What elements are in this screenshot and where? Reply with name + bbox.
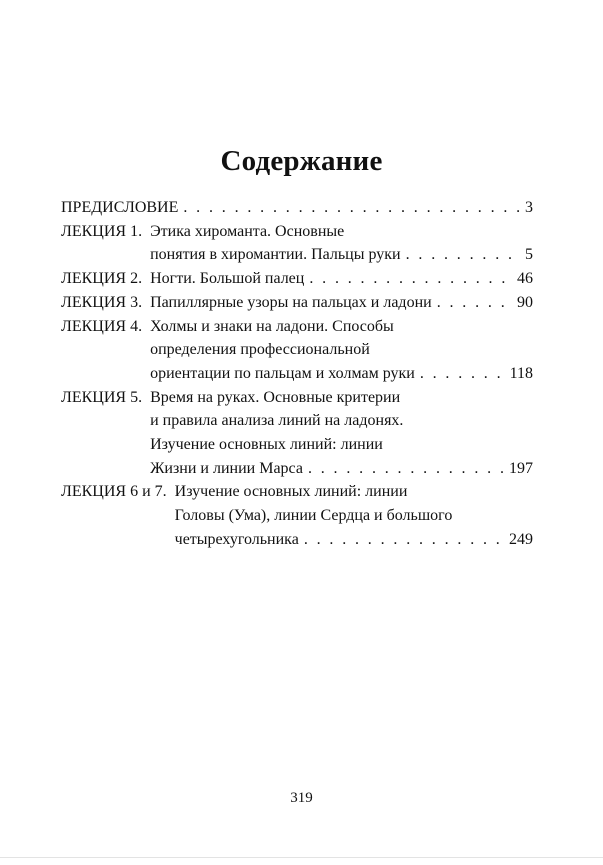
- toc-entry-title-line: ориентации по пальцам и холмам руки: [150, 364, 415, 382]
- toc-entry-title-line: и правила анализа линий на ладонях.: [150, 412, 404, 430]
- toc-page-number: 5: [525, 246, 533, 264]
- dot-leader: [304, 528, 505, 552]
- toc-entry-title-line: Папиллярные узоры на пальцах и ладони: [150, 293, 432, 311]
- toc-page-number: 249: [509, 530, 533, 548]
- toc-entry-label: ЛЕКЦИЯ 6 и 7.: [61, 483, 167, 501]
- toc-page-number: 46: [517, 270, 533, 288]
- toc-entry-lecture-2: [61, 267, 533, 291]
- toc-entry-title: ПРЕДИСЛОВИЕ: [61, 199, 179, 216]
- toc-entry-title-line: определения профессиональной: [150, 341, 370, 359]
- toc-entry-label: ЛЕКЦИЯ 3.: [61, 293, 143, 311]
- toc-page-number: 3: [525, 199, 533, 216]
- toc-entry-lecture-3: [61, 291, 533, 315]
- toc-entry-title-line: Этика хироманта. Основные: [150, 222, 345, 240]
- toc-entry-label: ЛЕКЦИЯ 2.: [61, 270, 143, 288]
- toc-entry-label: ЛЕКЦИЯ 5.: [61, 388, 143, 406]
- toc-entry-title-line: Ногти. Большой палец: [150, 270, 305, 288]
- page-number: 319: [290, 790, 313, 806]
- dot-leader: [308, 457, 505, 481]
- toc-entry-lecture-5: [61, 386, 533, 481]
- toc-entry-title-line: Холмы и знаки на ладони. Способы: [150, 317, 394, 335]
- dot-leader: [309, 267, 513, 291]
- page-title: Содержание: [220, 145, 383, 177]
- toc-entry-label: ЛЕКЦИЯ 4.: [61, 317, 143, 335]
- toc-entry-lecture-6-7: [61, 480, 533, 551]
- toc-entry-title-line: Изучение основных линий: линии: [150, 436, 383, 454]
- toc-entry-title-line: Головы (Ума), линии Сердца и большого: [174, 507, 453, 525]
- toc-entry-title-line: Жизни и линии Марса: [150, 459, 303, 477]
- dot-leader: [420, 362, 506, 386]
- toc-entry-lecture-1: [61, 220, 533, 267]
- table-of-contents: [61, 196, 533, 552]
- toc-entry-lecture-4: [61, 315, 533, 386]
- page-bottom-edge: [0, 857, 603, 858]
- toc-entry-preface: [61, 196, 533, 220]
- dot-leader: [437, 291, 513, 315]
- toc-entry-title-line: понятия в хиромантии. Пальцы руки: [150, 246, 401, 264]
- toc-page-number: 118: [509, 364, 533, 382]
- toc-entry-title-line: Изучение основных линий: линии: [174, 483, 408, 501]
- toc-page-number: 197: [509, 459, 533, 477]
- toc-page-number: 90: [517, 293, 533, 311]
- dot-leader: [183, 196, 521, 220]
- toc-entry-title-line: четырехугольника: [174, 530, 299, 548]
- toc-entry-title-line: Время на руках. Основные критерии: [150, 388, 401, 406]
- dot-leader: [406, 243, 521, 267]
- toc-entry-label: ЛЕКЦИЯ 1.: [61, 222, 143, 240]
